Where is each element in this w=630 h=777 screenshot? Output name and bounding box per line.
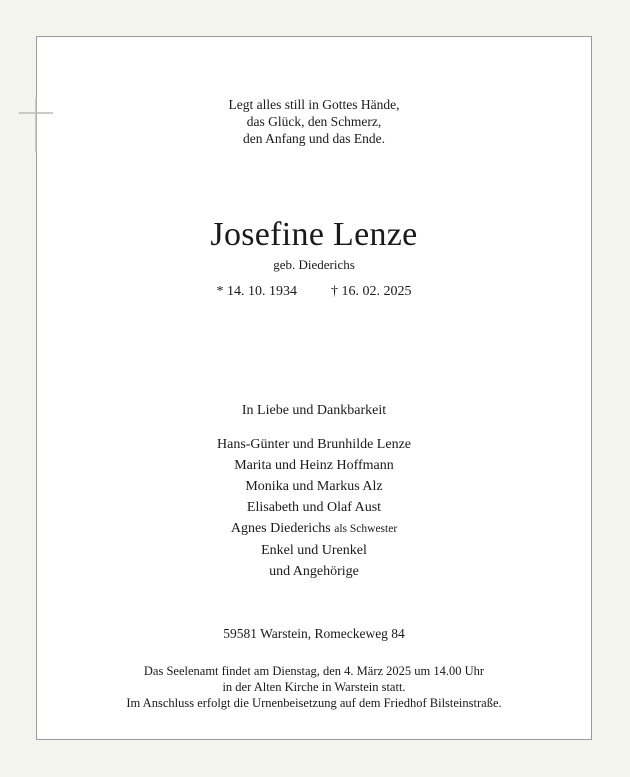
service-line: Im Anschluss erfolgt die Urnenbeisetzung auf dem Friedhof Bilsteinstraße. [126, 696, 502, 710]
mourner-line: Hans-Günter und Brunhilde Lenze [217, 437, 411, 452]
mourner-line: Elisabeth und Olaf Aust [246, 500, 382, 515]
verse [36, 96, 592, 147]
mourner-line: und Angehörige [269, 564, 359, 579]
mourner-line: Monika und Markus Alz [245, 479, 383, 494]
deceased-name: Josefine Lenze [210, 216, 418, 253]
death-date: † 16. 02. 2025 [331, 284, 412, 299]
service-line: in der Alten Kirche in Warstein statt. [222, 680, 406, 694]
birth-name: geb. Diederichs [273, 257, 355, 272]
mourner-name: Agnes Diederichs [230, 521, 331, 536]
mourner-line: Enkel und Urenkel [261, 543, 367, 558]
service-line: Das Seelenamt findet am Dienstag, den 4. März 2025 um 14.00 Uhr [143, 664, 485, 678]
verse-line: Legt alles still in Gottes Hände, [228, 97, 400, 112]
mourners-list [36, 434, 592, 582]
mourner-relation: als Schwester [334, 523, 398, 535]
birth-date: * 14. 10. 1934 [216, 284, 297, 299]
mourner-line: Marita und Heinz Hoffmann [234, 458, 394, 473]
mourner-address: 59581 Warstein, Romeckeweg 84 [223, 626, 405, 641]
mourner-line [36, 518, 592, 540]
mourners-intro: In Liebe und Dankbarkeit [241, 403, 387, 418]
verse-line: den Anfang und das Ende. [242, 131, 386, 146]
service-notice [36, 663, 592, 711]
verse-line: das Glück, den Schmerz, [246, 114, 382, 129]
life-dates [36, 283, 592, 301]
